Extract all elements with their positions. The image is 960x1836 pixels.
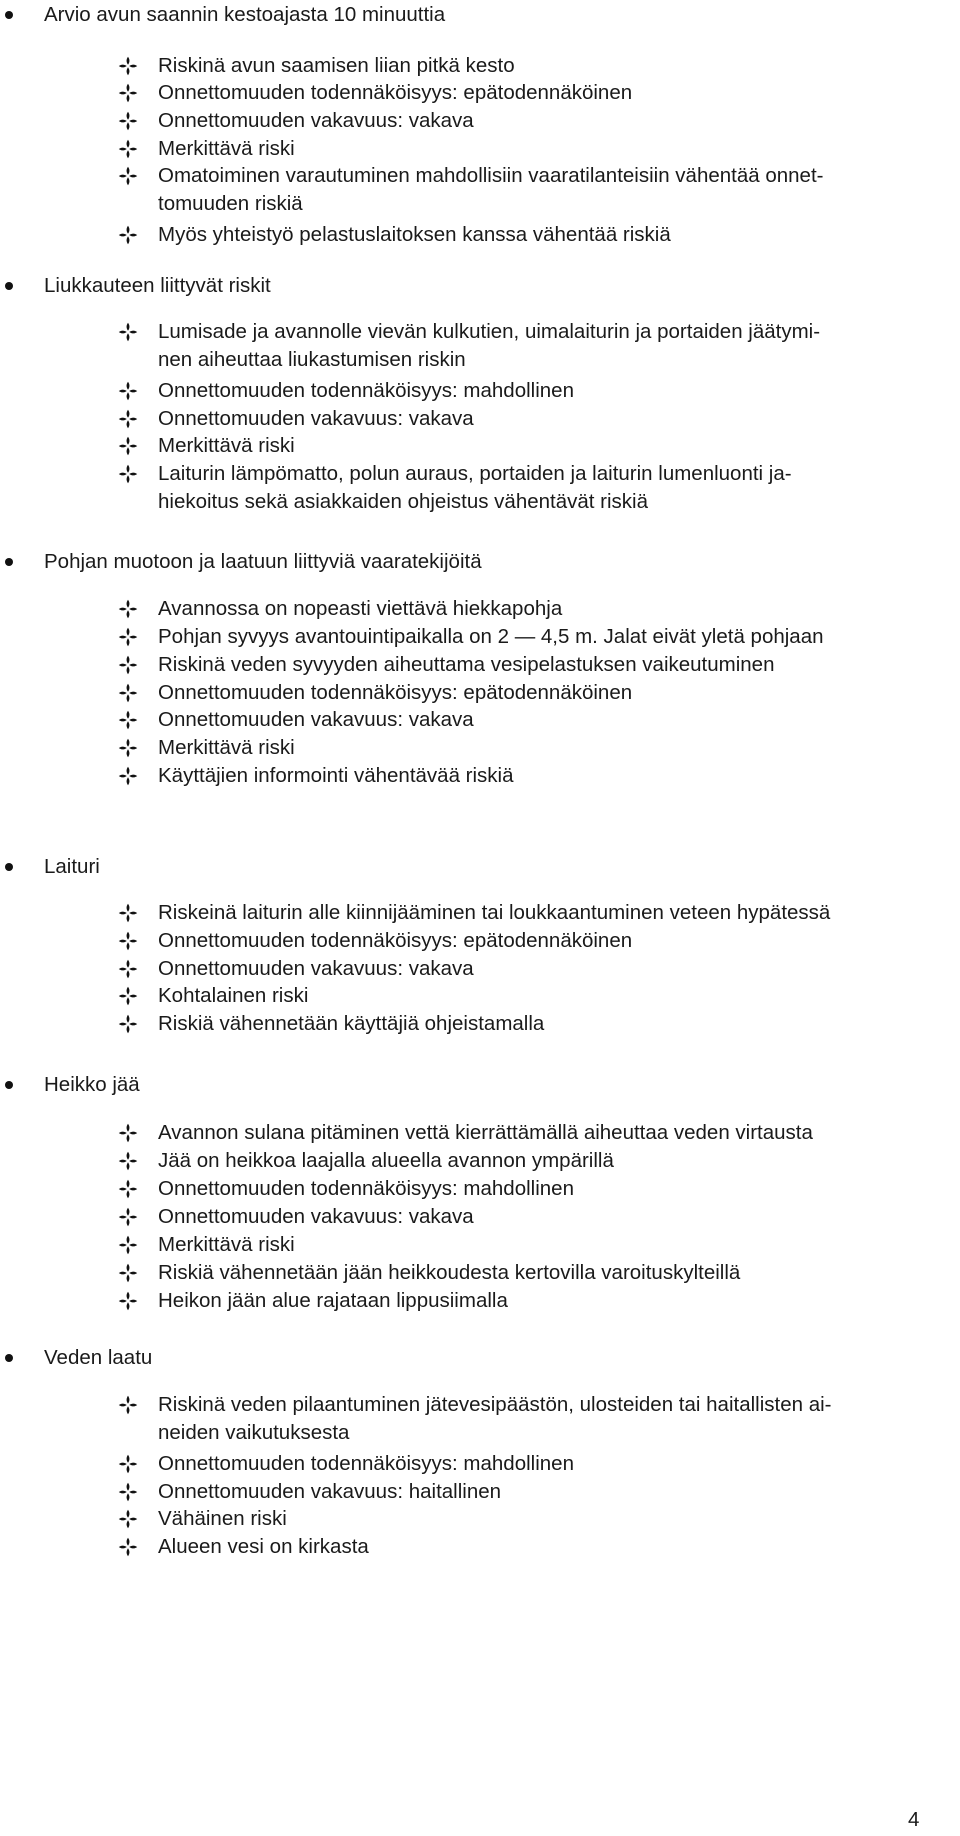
four-petal-diamond-bullet-icon: [118, 464, 138, 484]
section-heading-text: Veden laatu: [44, 1346, 153, 1369]
bullet-dot-icon: [5, 558, 13, 566]
list-item-text: Riskiä vähennetään jään heikkoudesta kertovilla varoituskylteillä: [158, 1261, 741, 1284]
four-petal-diamond-bullet-icon: [118, 1454, 138, 1474]
list-item-text: Merkittävä riski: [158, 1233, 295, 1256]
list-item: [0, 160, 960, 220]
list-item-text: Riskinä veden pilaantuminen jätevesipäästön, ulosteiden tai haitallisten ai-: [158, 1393, 832, 1416]
list-item-text: Merkittävä riski: [158, 434, 295, 457]
list-item-text: neiden vaikutuksesta: [158, 1421, 350, 1444]
section-heading-text: Pohjan muotoon ja laatuun liittyviä vaaratekijöitä: [44, 550, 482, 573]
four-petal-diamond-bullet-icon: [118, 436, 138, 456]
four-petal-diamond-bullet-icon: [118, 655, 138, 675]
list-item-text: hiekoitus sekä asiakkaiden ohjeistus vähentävät riskiä: [158, 490, 648, 513]
list-item-text: Avannon sulana pitäminen vettä kierrättämällä aiheuttaa veden virtausta: [158, 1121, 813, 1144]
bullet-dot-icon: [5, 1354, 13, 1362]
four-petal-diamond-bullet-icon: [118, 683, 138, 703]
list-item-text: Omatoiminen varautuminen mahdollisiin vaaratilanteisiin vähentää onnet-: [158, 164, 824, 187]
four-petal-diamond-bullet-icon: [118, 627, 138, 647]
list-item: [0, 219, 960, 251]
list-item-text: Riskinä veden syvyyden aiheuttama vesipelastuksen vaikeutuminen: [158, 653, 775, 676]
list-item-text: Laiturin lämpömatto, polun auraus, portaiden ja laiturin lumenluonti ja-: [158, 462, 792, 485]
list-item-text: Onnettomuuden vakavuus: vakava: [158, 957, 474, 980]
section-heading: [0, 0, 960, 30]
four-petal-diamond-bullet-icon: [118, 986, 138, 1006]
list-item-text: Pohjan syvyys avantouintipaikalla on 2 — 4,5 m. Jalat eivät yletä pohjaan: [158, 625, 824, 648]
list-item-text: Jää on heikkoa laajalla alueella avannon ympärillä: [158, 1149, 614, 1172]
list-item: [0, 1008, 960, 1040]
list-item-text: Onnettomuuden vakavuus: vakava: [158, 109, 474, 132]
bullet-dot-icon: [5, 1081, 13, 1089]
list-item: [0, 1531, 960, 1563]
four-petal-diamond-bullet-icon: [118, 903, 138, 923]
list-item: [0, 458, 960, 518]
four-petal-diamond-bullet-icon: [118, 322, 138, 342]
four-petal-diamond-bullet-icon: [118, 139, 138, 159]
list-item-text: Onnettomuuden todennäköisyys: epätodennäköinen: [158, 681, 633, 704]
four-petal-diamond-bullet-icon: [118, 1291, 138, 1311]
list-item: [0, 760, 960, 792]
page-number: 4: [908, 1808, 920, 1831]
list-item-text: Onnettomuuden todennäköisyys: epätodennäköinen: [158, 929, 633, 952]
list-item-text: Avannossa on nopeasti viettävä hiekkapohja: [158, 597, 563, 620]
four-petal-diamond-bullet-icon: [118, 381, 138, 401]
four-petal-diamond-bullet-icon: [118, 599, 138, 619]
four-petal-diamond-bullet-icon: [118, 1537, 138, 1557]
four-petal-diamond-bullet-icon: [118, 1395, 138, 1415]
four-petal-diamond-bullet-icon: [118, 409, 138, 429]
list-item: [0, 316, 960, 376]
list-item: [0, 1389, 960, 1449]
list-item-text: Vähäinen riski: [158, 1507, 287, 1530]
section-heading: [0, 1070, 960, 1100]
list-item-text: Lumisade ja avannolle vievän kulkutien, uimalaiturin ja portaiden jäätymi-: [158, 320, 821, 343]
section-heading-text: Arvio avun saannin kestoajasta 10 minuuttia: [44, 3, 446, 26]
list-item-text: Onnettomuuden todennäköisyys: epätodennäköinen: [158, 81, 633, 104]
four-petal-diamond-bullet-icon: [118, 83, 138, 103]
list-item-text: Myös yhteistyö pelastuslaitoksen kanssa vähentää riskiä: [158, 223, 671, 246]
bullet-dot-icon: [5, 282, 13, 290]
list-item: [0, 1285, 960, 1317]
four-petal-diamond-bullet-icon: [118, 1235, 138, 1255]
section-heading-text: Liukkauteen liittyvät riskit: [44, 274, 271, 297]
four-petal-diamond-bullet-icon: [118, 1179, 138, 1199]
list-item-text: Alueen vesi on kirkasta: [158, 1535, 369, 1558]
four-petal-diamond-bullet-icon: [118, 56, 138, 76]
list-item-text: Merkittävä riski: [158, 137, 295, 160]
list-item-text: Riskeinä laiturin alle kiinnijääminen tai loukkaantuminen veteen hypätessä: [158, 901, 831, 924]
four-petal-diamond-bullet-icon: [118, 1482, 138, 1502]
list-item-text: tomuuden riskiä: [158, 192, 303, 215]
list-item-text: Riskinä avun saamisen liian pitkä kesto: [158, 54, 515, 77]
four-petal-diamond-bullet-icon: [118, 766, 138, 786]
list-item-text: Merkittävä riski: [158, 736, 295, 759]
four-petal-diamond-bullet-icon: [118, 111, 138, 131]
list-item-text: Onnettomuuden vakavuus: vakava: [158, 708, 474, 731]
four-petal-diamond-bullet-icon: [118, 738, 138, 758]
list-item-text: Onnettomuuden todennäköisyys: mahdollinen: [158, 1177, 574, 1200]
four-petal-diamond-bullet-icon: [118, 166, 138, 186]
four-petal-diamond-bullet-icon: [118, 1123, 138, 1143]
four-petal-diamond-bullet-icon: [118, 1014, 138, 1034]
list-item-text: Onnettomuuden vakavuus: haitallinen: [158, 1480, 502, 1503]
four-petal-diamond-bullet-icon: [118, 225, 138, 245]
four-petal-diamond-bullet-icon: [118, 1151, 138, 1171]
list-item-text: Käyttäjien informointi vähentävää riskiä: [158, 764, 514, 787]
section-heading: [0, 1343, 960, 1373]
list-item-text: Onnettomuuden todennäköisyys: mahdollinen: [158, 1452, 574, 1475]
section-heading: [0, 852, 960, 882]
list-item-text: Kohtalainen riski: [158, 984, 309, 1007]
section-heading-text: Heikko jää: [44, 1073, 140, 1096]
section-heading: [0, 547, 960, 577]
bullet-dot-icon: [5, 863, 13, 871]
list-item-text: Heikon jään alue rajataan lippusiimalla: [158, 1289, 508, 1312]
list-item-text: nen aiheuttaa liukastumisen riskin: [158, 348, 466, 371]
section-heading-text: Laituri: [44, 855, 100, 878]
bullet-dot-icon: [5, 11, 13, 19]
four-petal-diamond-bullet-icon: [118, 710, 138, 730]
four-petal-diamond-bullet-icon: [118, 1509, 138, 1529]
four-petal-diamond-bullet-icon: [118, 1207, 138, 1227]
section-heading: [0, 271, 960, 301]
list-item-text: Onnettomuuden vakavuus: vakava: [158, 407, 474, 430]
four-petal-diamond-bullet-icon: [118, 1263, 138, 1283]
list-item-text: Riskiä vähennetään käyttäjiä ohjeistamalla: [158, 1012, 545, 1035]
list-item-text: Onnettomuuden vakavuus: vakava: [158, 1205, 474, 1228]
list-item-text: Onnettomuuden todennäköisyys: mahdollinen: [158, 379, 574, 402]
four-petal-diamond-bullet-icon: [118, 931, 138, 951]
four-petal-diamond-bullet-icon: [118, 959, 138, 979]
